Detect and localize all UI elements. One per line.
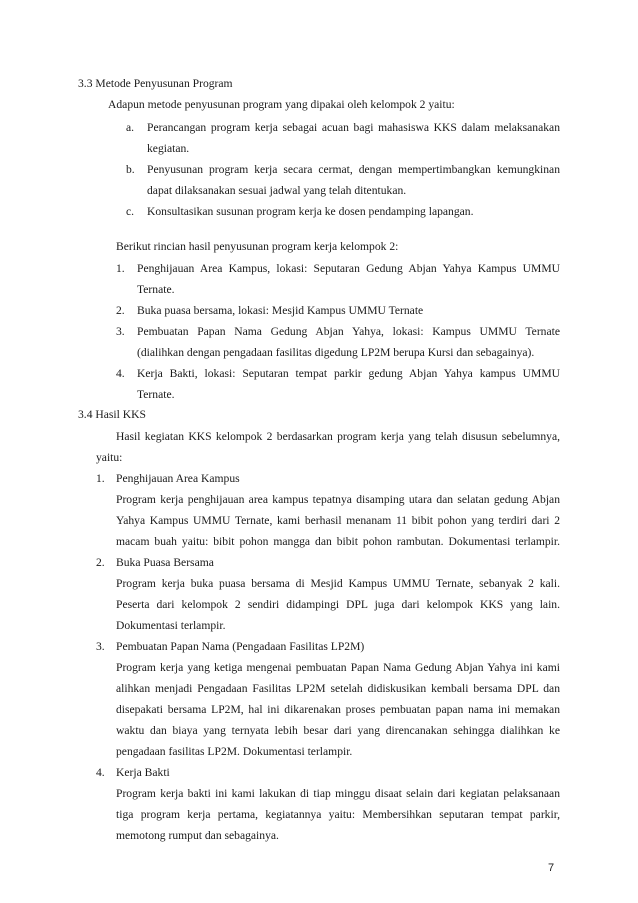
- method-c-marker: c.: [126, 205, 135, 218]
- result-2-marker: 2.: [96, 556, 105, 569]
- section-3-4-intro-line2: yaitu:: [96, 451, 123, 464]
- result-4-line1: Program kerja bakti ini kami lakukan di tiap minggu disaat selain dari kegiatan pelaksanaan: [116, 787, 560, 800]
- section-3-3-heading: 3.3 Metode Penyusunan Program: [78, 77, 233, 90]
- result-4-line2: tiga program kerja pertama, kegiatannya yaitu: Membersihkan seputaran tempat parkir,: [116, 808, 560, 821]
- method-b-marker: b.: [126, 163, 135, 176]
- method-a-line1: Perancangan program kerja sebagai acuan bagi mahasiswa KKS dalam melaksanakan: [147, 121, 560, 134]
- result-1-line2: Yahya Kampus UMMU Ternate, kami berhasil menanam 11 bibit pohon yang terdiri dari 2: [116, 514, 560, 527]
- program-3-marker: 3.: [116, 325, 125, 338]
- method-a-line2: kegiatan.: [147, 142, 190, 155]
- result-2-line3: Dokumentasi terlampir.: [116, 619, 226, 632]
- program-4-line1: Kerja Bakti, lokasi: Seputaran tempat parkir gedung Abjan Yahya kampus UMMU: [137, 367, 560, 380]
- section-3-4-heading: 3.4 Hasil KKS: [78, 408, 146, 421]
- method-a-marker: a.: [126, 121, 135, 134]
- program-1-line1: Penghijauan Area Kampus, lokasi: Seputaran Gedung Abjan Yahya Kampus UMMU: [137, 262, 560, 275]
- method-b-line1: Penyusunan program kerja secara cermat, dengan mempertimbangkan kemungkinan: [147, 163, 560, 176]
- program-3-line2: (dialihkan dengan pengadaan fasilitas digedung LP2M berupa Kursi dan sebagainya).: [137, 346, 535, 359]
- result-1-title: Penghijauan Area Kampus: [116, 472, 240, 485]
- program-2-line1: Buka puasa bersama, lokasi: Mesjid Kampus UMMU Ternate: [137, 304, 424, 317]
- result-3-marker: 3.: [96, 640, 105, 653]
- method-c-line1: Konsultasikan susunan program kerja ke dosen pendamping lapangan.: [147, 205, 474, 218]
- result-1-line3: macam buah yaitu: bibit pohon mangga dan bibit pohon rambutan. Dokumentasi terlampir.: [116, 535, 560, 548]
- result-4-marker: 4.: [96, 766, 105, 779]
- result-3-title: Pembuatan Papan Nama (Pengadaan Fasilitas LP2M): [116, 640, 365, 653]
- program-1-line2: Ternate.: [137, 283, 175, 296]
- method-b-line2: dapat dilaksanakan sesuai jadwal yang telah ditentukan.: [147, 184, 407, 197]
- program-3-line1: Pembuatan Papan Nama Gedung Abjan Yahya, lokasi: Kampus UMMU Ternate: [137, 325, 560, 338]
- result-3-line1: Program kerja yang ketiga mengenai pembuatan Papan Nama Gedung Abjan Yahya ini kami: [116, 661, 560, 674]
- program-4-line2: Ternate.: [137, 388, 175, 401]
- result-3-line3: disepakati bersama LP2M, hal ini dikarenakan proses pembuatan papan nama ini memakan: [116, 703, 560, 716]
- program-1-marker: 1.: [116, 262, 125, 275]
- section-3-3-intro: Adapun metode penyusunan program yang dipakai oleh kelompok 2 yaitu:: [108, 98, 455, 111]
- program-2-marker: 2.: [116, 304, 125, 317]
- result-3-line5: pengadaan fasilitas LP2M. Dokumentasi terlampir.: [116, 745, 353, 758]
- section-3-4-intro-line1: Hasil kegiatan KKS kelompok 2 berdasarkan program kerja yang telah disusun sebelumnya,: [116, 430, 560, 443]
- result-3-line2: alihkan menjadi Pengadaan Fasilitas LP2M setelah didiskusikan kembali bersama DPL dan: [116, 682, 560, 695]
- result-1-marker: 1.: [96, 472, 105, 485]
- result-2-line2: Peserta dari kelompok 2 sendiri didampingi DPL juga dari kelompok KKS yang lain.: [116, 598, 560, 611]
- page-number: 7: [548, 862, 555, 874]
- detail-intro: Berikut rincian hasil penyusunan program kerja kelompok 2:: [116, 240, 399, 253]
- result-2-title: Buka Puasa Bersama: [116, 556, 214, 569]
- result-4-title: Kerja Bakti: [116, 766, 170, 779]
- program-4-marker: 4.: [116, 367, 125, 380]
- result-2-line1: Program kerja buka puasa bersama di Mesjid Kampus UMMU Ternate, sebanyak 2 kali.: [116, 577, 560, 590]
- result-1-line1: Program kerja penghijauan area kampus tepatnya disamping utara dan selatan gedung Abjan: [116, 493, 560, 506]
- result-4-line3: memotong rumput dan sebagainya.: [116, 829, 279, 842]
- result-3-line4: waktu dan biaya yang ternyata lebih besar dari yang direncanakan sehingga dialihkan ke: [116, 724, 560, 737]
